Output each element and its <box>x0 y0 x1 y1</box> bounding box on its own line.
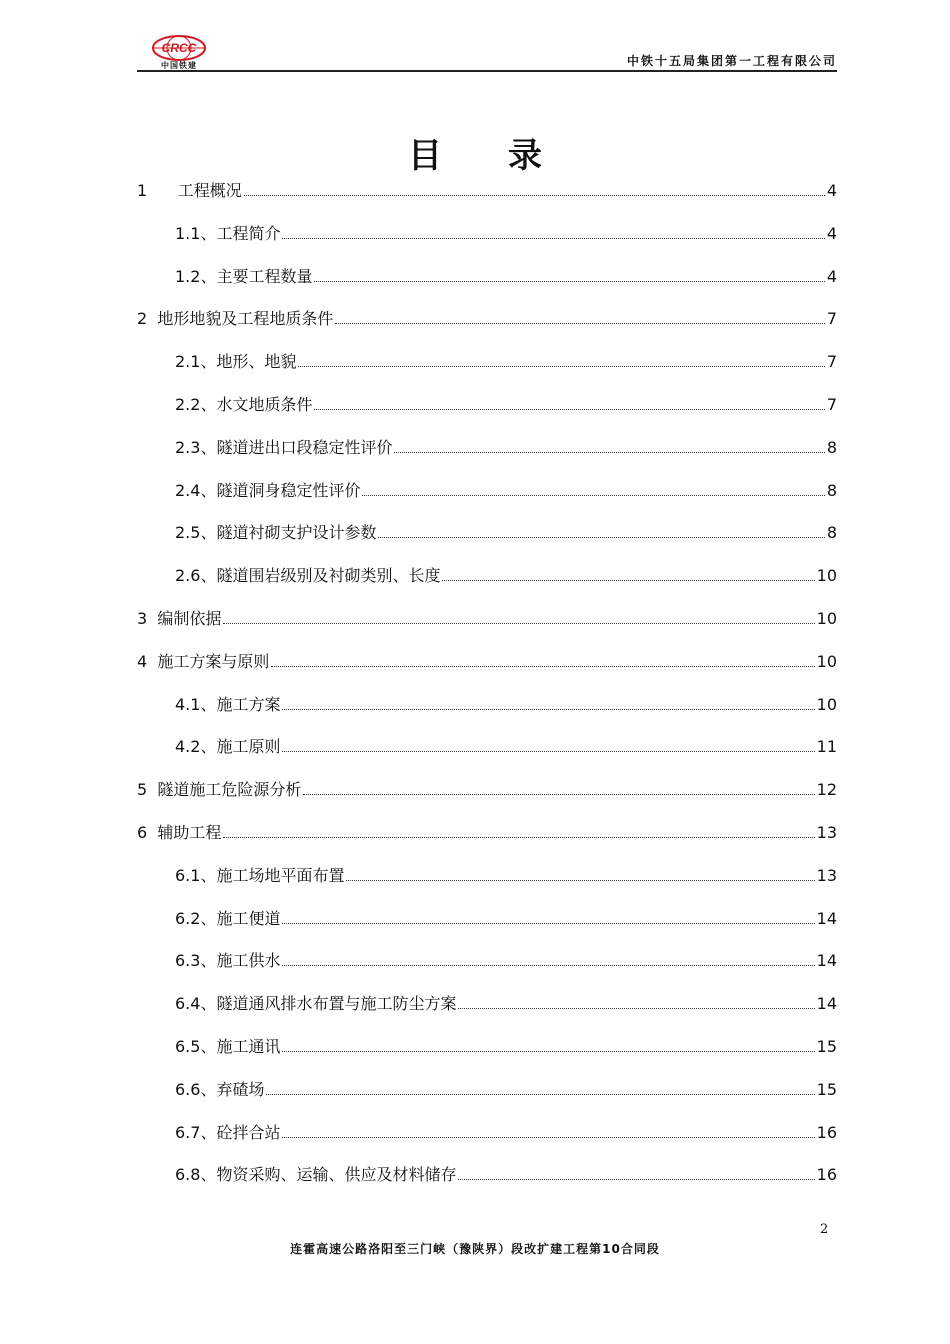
toc-dot-leader <box>244 194 825 196</box>
toc-entry-page: 13 <box>816 822 837 842</box>
toc-entry-label: 辅助工程 <box>157 822 222 842</box>
toc-entry-number: 4.1、 <box>175 694 217 714</box>
toc-entry[interactable] <box>137 818 837 861</box>
toc-entry-page: 8 <box>826 523 837 543</box>
toc-entry-label: 物资采购、运输、供应及材料储存 <box>216 1165 457 1185</box>
toc-entry-page: 8 <box>826 480 837 500</box>
toc-entry[interactable] <box>137 1032 837 1075</box>
toc-entry-label: 施工通讯 <box>216 1036 281 1056</box>
toc-dot-leader <box>271 665 814 667</box>
toc-entry-number: 6.1、 <box>175 865 217 885</box>
toc-entry-page: 15 <box>816 1036 837 1056</box>
toc-entry-label: 隧道进出口段稳定性评价 <box>216 437 393 457</box>
toc-entry-page: 12 <box>816 780 837 800</box>
toc-dot-leader <box>458 1007 814 1009</box>
toc-dot-leader <box>458 1178 814 1180</box>
toc-dot-leader <box>266 1093 814 1095</box>
toc-entry-number: 5 <box>137 780 158 800</box>
toc-entry-number: 4 <box>137 651 158 671</box>
page-title <box>0 128 950 177</box>
header-divider <box>137 70 837 72</box>
toc-dot-leader <box>298 365 824 367</box>
toc-dot-leader <box>282 1050 814 1052</box>
toc-entry[interactable] <box>137 690 837 733</box>
toc-entry[interactable] <box>137 604 837 647</box>
toc-dot-leader <box>282 1136 814 1138</box>
toc-entry[interactable] <box>137 989 837 1032</box>
toc-entry-label: 地形地貌及工程地质条件 <box>157 309 334 329</box>
toc-dot-leader <box>335 322 824 324</box>
toc-entry-page: 16 <box>816 1122 837 1142</box>
toc-entry-label: 工程概况 <box>177 181 242 200</box>
toc-entry[interactable] <box>137 347 837 390</box>
toc-entry-label: 弃碴场 <box>216 1079 265 1099</box>
toc-dot-leader <box>378 536 824 538</box>
toc-entry-number: 2.1、 <box>175 352 217 372</box>
toc-entry-page: 7 <box>826 309 837 329</box>
title-char-2: 录 <box>508 136 542 176</box>
toc-entry-label: 施工供水 <box>216 951 281 971</box>
toc-entry-label: 水文地质条件 <box>216 394 313 414</box>
toc-entry[interactable] <box>137 732 837 775</box>
toc-entry-label: 砼拌合站 <box>216 1122 281 1142</box>
toc-entry-number: 1.1、 <box>175 223 217 243</box>
toc-entry-number: 6.8、 <box>175 1165 217 1185</box>
toc-dot-leader <box>362 494 824 496</box>
toc-entry-page: 14 <box>816 994 837 1014</box>
toc-entry-label: 施工方案与原则 <box>157 651 270 671</box>
toc-entry[interactable] <box>137 1160 837 1203</box>
toc-entry[interactable] <box>137 176 837 219</box>
toc-entry-number: 2.6、 <box>175 566 217 586</box>
toc-entry[interactable] <box>137 476 837 519</box>
toc-entry-number: 6.4、 <box>175 994 217 1014</box>
toc-entry-number: 2.5、 <box>175 523 217 543</box>
toc-entry-page: 4 <box>826 266 837 286</box>
toc-dot-leader <box>314 408 824 410</box>
toc-entry-label: 地形、地貌 <box>216 352 297 372</box>
toc-dot-leader <box>282 708 814 710</box>
toc-entry-number: 1.2、 <box>175 266 217 286</box>
toc-entry-label: 隧道施工危险源分析 <box>157 780 302 800</box>
toc-dot-leader <box>282 922 814 924</box>
toc-entry-number: 6.7、 <box>175 1122 217 1142</box>
toc-entry-number: 6.3、 <box>175 951 217 971</box>
toc-entry-number: 2 <box>137 309 158 329</box>
page-number: 2 <box>820 1222 829 1237</box>
toc-entry[interactable] <box>137 775 837 818</box>
page-header <box>137 34 837 72</box>
toc-entry-number: 6.6、 <box>175 1079 217 1099</box>
toc-entry-label: 施工原则 <box>216 737 281 757</box>
toc-entry[interactable] <box>137 390 837 433</box>
toc-entry-page: 8 <box>826 437 837 457</box>
toc-entry-number: 1 <box>137 181 178 200</box>
table-of-contents <box>137 176 837 1203</box>
toc-dot-leader <box>394 451 824 453</box>
toc-dot-leader <box>223 836 814 838</box>
toc-entry-number: 2.4、 <box>175 480 217 500</box>
toc-entry[interactable] <box>137 518 837 561</box>
toc-entry-number: 4.2、 <box>175 737 217 757</box>
toc-dot-leader <box>223 622 814 624</box>
toc-entry-number: 3 <box>137 608 158 628</box>
toc-entry-number: 2.3、 <box>175 437 217 457</box>
toc-entry-label: 主要工程数量 <box>216 266 313 286</box>
toc-entry-page: 10 <box>816 608 837 628</box>
toc-entry-page: 4 <box>826 223 837 243</box>
title-char-1: 目 <box>408 136 442 176</box>
toc-entry-page: 7 <box>826 352 837 372</box>
toc-entry[interactable] <box>137 861 837 904</box>
toc-entry-label: 施工场地平面布置 <box>216 865 345 885</box>
toc-entry-page: 15 <box>816 1079 837 1099</box>
toc-dot-leader <box>282 964 814 966</box>
toc-dot-leader <box>303 793 814 795</box>
toc-entry-number: 6.2、 <box>175 908 217 928</box>
toc-entry-page: 7 <box>826 394 837 414</box>
toc-entry-page: 14 <box>816 908 837 928</box>
toc-entry[interactable] <box>137 1075 837 1118</box>
toc-entry-label: 隧道洞身稳定性评价 <box>216 480 361 500</box>
toc-entry-page: 11 <box>816 737 837 757</box>
toc-dot-leader <box>346 879 814 881</box>
toc-entry-number: 6.5、 <box>175 1036 217 1056</box>
toc-entry[interactable] <box>137 219 837 262</box>
toc-entry-label: 隧道围岩级别及衬砌类别、长度 <box>216 566 441 586</box>
toc-entry-label: 施工便道 <box>216 908 281 928</box>
toc-entry-page: 13 <box>816 865 837 885</box>
toc-entry-page: 4 <box>826 181 837 200</box>
logo-caption: 中国铁建 <box>161 61 197 70</box>
toc-entry-number: 6 <box>137 822 158 842</box>
toc-entry-label: 隧道通风排水布置与施工防尘方案 <box>216 994 457 1014</box>
toc-entry-number: 2.2、 <box>175 394 217 414</box>
svg-text:CRCC: CRCC <box>161 41 197 55</box>
toc-entry[interactable] <box>137 946 837 989</box>
toc-entry[interactable] <box>137 262 837 305</box>
toc-entry-page: 14 <box>816 951 837 971</box>
toc-entry-page: 16 <box>816 1165 837 1185</box>
toc-entry[interactable] <box>137 904 837 947</box>
page-footer: 连霍高速公路洛阳至三门峡（豫陕界）段改扩建工程第10合同段 <box>290 1242 660 1256</box>
toc-entry-label: 工程简介 <box>216 223 281 243</box>
toc-entry[interactable] <box>137 304 837 347</box>
toc-entry[interactable] <box>137 561 837 604</box>
toc-dot-leader <box>282 750 814 752</box>
toc-entry-label: 隧道衬砌支护设计参数 <box>216 523 377 543</box>
toc-entry-label: 施工方案 <box>216 694 281 714</box>
toc-dot-leader <box>282 237 824 239</box>
toc-entry-page: 10 <box>816 651 837 671</box>
toc-entry[interactable] <box>137 1118 837 1161</box>
toc-entry[interactable] <box>137 433 837 476</box>
toc-entry-page: 10 <box>816 566 837 586</box>
toc-entry-page: 10 <box>816 694 837 714</box>
toc-dot-leader <box>442 579 814 581</box>
toc-entry-label: 编制依据 <box>157 608 222 628</box>
header-company-name: 中铁十五局集团第一工程有限公司 <box>626 54 837 68</box>
toc-dot-leader <box>314 280 824 282</box>
toc-entry[interactable] <box>137 647 837 690</box>
